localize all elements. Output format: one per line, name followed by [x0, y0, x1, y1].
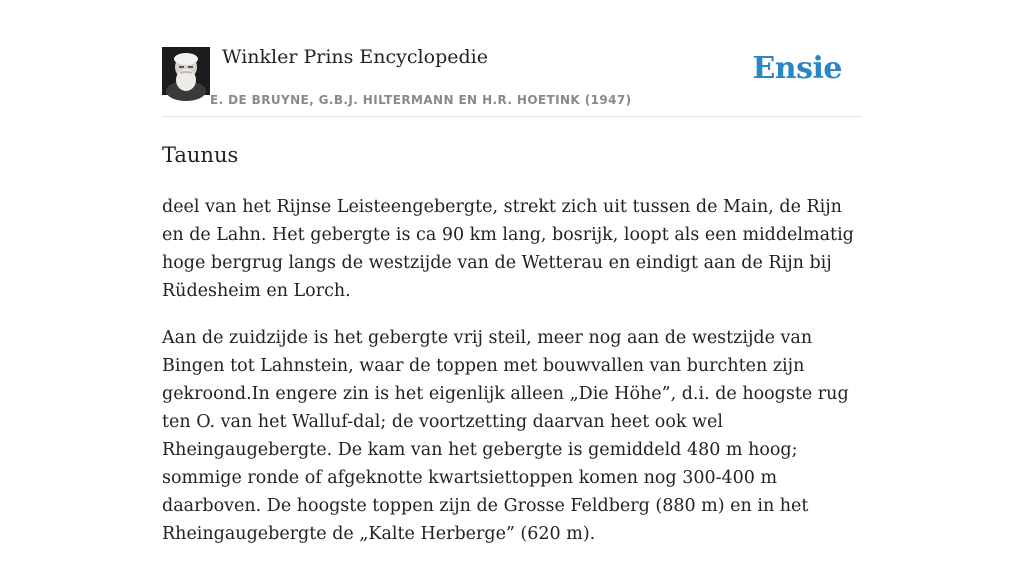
source-header [162, 46, 862, 117]
author-avatar[interactable] [162, 47, 210, 95]
article-body [162, 139, 862, 567]
article-paragraph-1: deel van het Rijnse Leisteengebergte, strekt zich uit tussen de Main, de Rijn en de Lahn. Het gebergte is ca 90 km lang, bosrijk, loopt als een middelmatig hoge bergrug langs de westzijde van de Wetterau en eindigt aan de Rijn bij Rüdesheim en Lorch. [162, 197, 854, 301]
source-authors: E. DE BRUYNE, G.B.J. HILTERMANN EN H.R. HOETINK (1947) [210, 93, 632, 107]
bearded-man-portrait-icon [162, 47, 210, 95]
source-title[interactable]: Winkler Prins Encyclopedie [222, 46, 488, 68]
article-title: Taunus [162, 143, 239, 167]
article-paragraph-2: Aan de zuidzijde is het gebergte vrij steil, meer nog aan de westzijde van Bingen tot Lahnstein, waar de toppen met bouwvallen van burchten zijn gekroond.In engere zin is het eigenlijk alleen „Die Höhe”, d.i. de hoogste rug ten O. van het Walluf-dal; de voortzetting daarvan heet ook wel Rheingaugebergte. De kam van het gebergte is gemiddeld 480 m hoog; sommige ronde of afgeknotte kwartsiettoppen komen nog 300-400 m daarboven. De hoogste toppen zijn de Grosse Feldberg (880 m) en in het Rheingaugebergte de „Kalte Herberge” (620 m). [162, 328, 849, 544]
ensie-logo-link[interactable]: Ensie [752, 51, 842, 86]
